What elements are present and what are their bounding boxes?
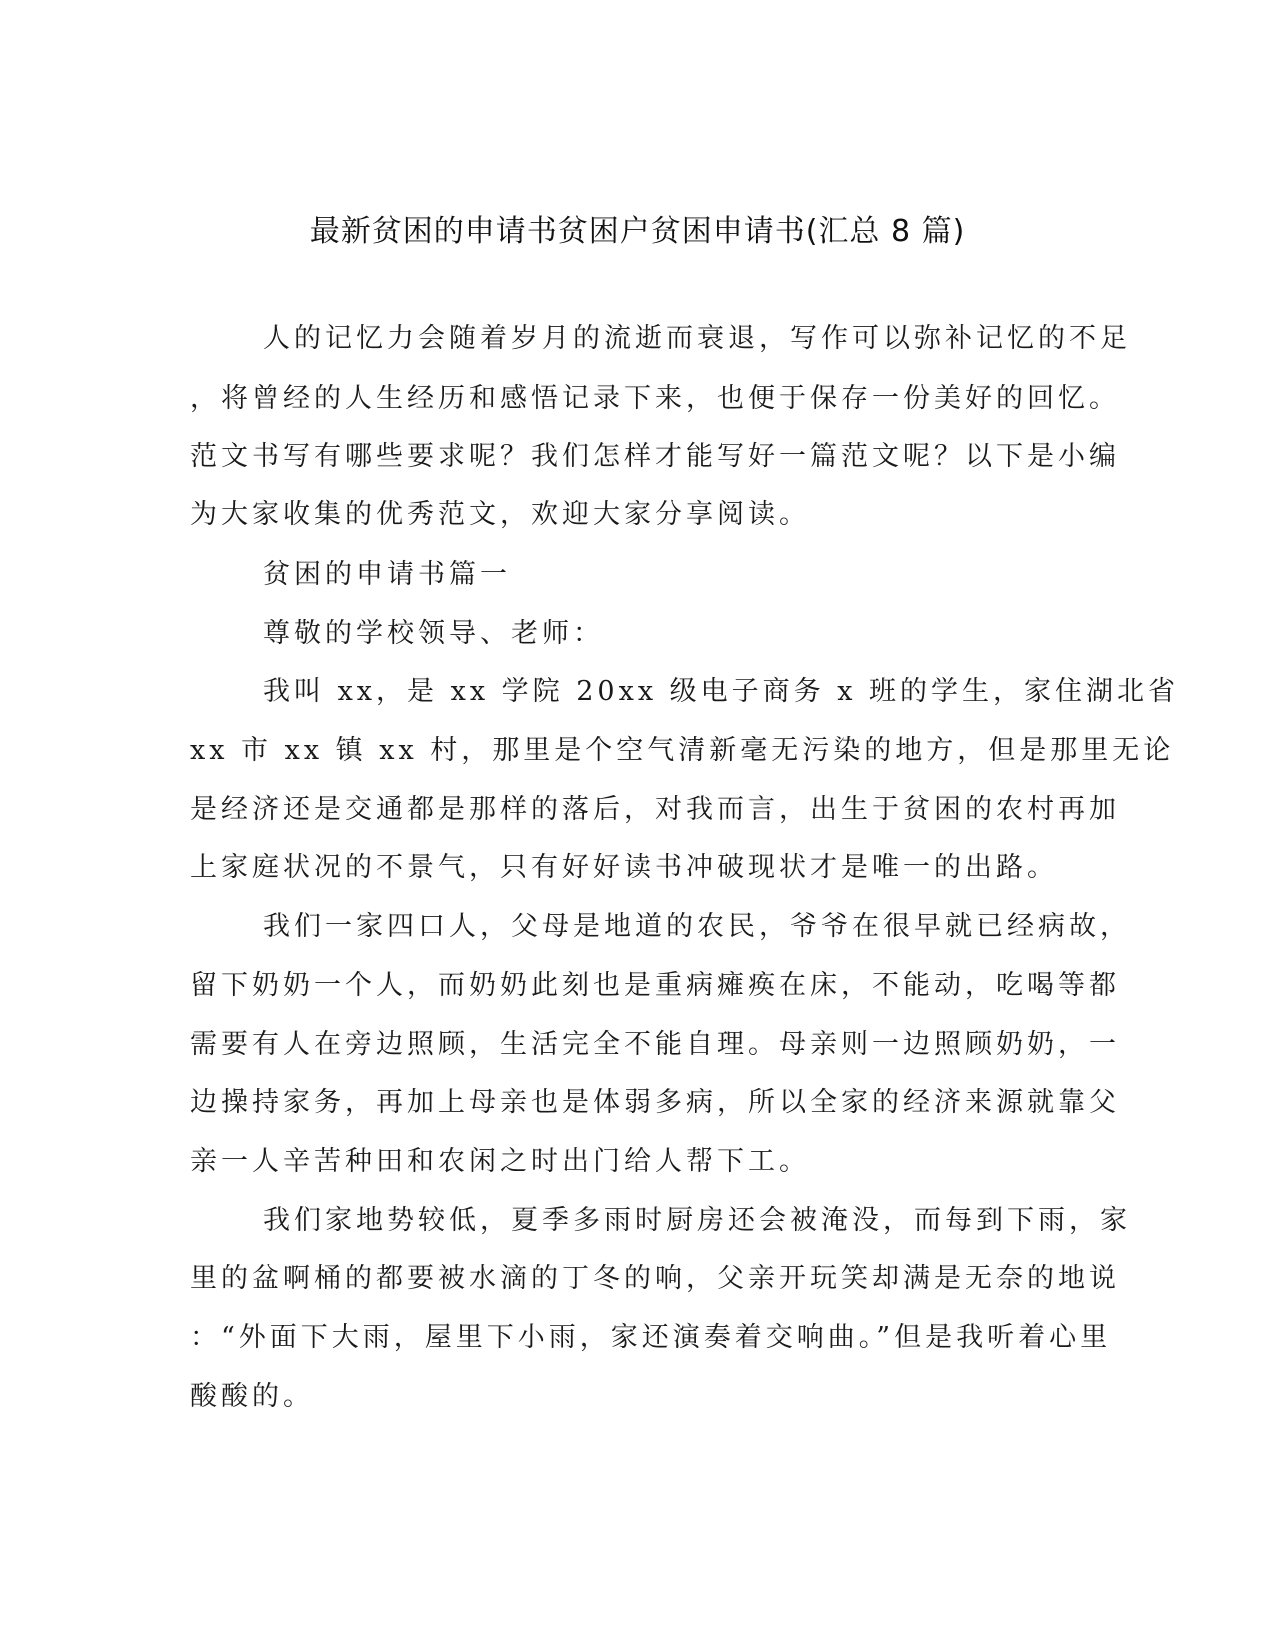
paragraph-line: 上家庭状况的不景气，只有好好读书冲破现状才是唯一的出路。 xyxy=(190,852,1058,883)
paragraph-line: 我叫 xx，是 xx 学院 20xx 级电子商务 x 班的学生，家住湖北省 xyxy=(263,676,1180,707)
paragraph-line: xx 市 xx 镇 xx 村，那里是个空气清新毫无污染的地方，但是那里无论 xyxy=(190,735,1175,766)
section-heading: 贫困的申请书篇一 xyxy=(263,559,511,590)
paragraph-line: 里的盆啊桶的都要被水滴的丁冬的响，父亲开玩笑却满是无奈的地说 xyxy=(190,1263,1120,1294)
paragraph-line: 我们家地势较低，夏季多雨时厨房还会被淹没，而每到下雨，家 xyxy=(263,1205,1131,1236)
paragraph-line: 需要有人在旁边照顾，生活完全不能自理。母亲则一边照顾奶奶，一 xyxy=(190,1029,1120,1060)
paragraph-line: 留下奶奶一个人，而奶奶此刻也是重病瘫痪在床，不能动，吃喝等都 xyxy=(190,970,1120,1001)
document-title: 最新贫困的申请书贫困户贫困申请书(汇总 8 篇) xyxy=(309,214,966,249)
paragraph-line: 为大家收集的优秀范文，欢迎大家分享阅读。 xyxy=(190,499,810,530)
paragraph-line: 亲一人辛苦种田和农闲之时出门给人帮下工。 xyxy=(190,1146,810,1177)
paragraph-line: ，将曾经的人生经历和感悟记录下来，也便于保存一份美好的回忆。 xyxy=(190,383,1120,414)
paragraph-line: ：“外面下大雨，屋里下小雨，家还演奏着交响曲。”但是我听着心里 xyxy=(190,1322,1112,1353)
paragraph-line: 酸酸的。 xyxy=(190,1381,314,1412)
paragraph-line: 边操持家务，再加上母亲也是体弱多病，所以全家的经济来源就靠父 xyxy=(190,1087,1120,1118)
paragraph-line: 是经济还是交通都是那样的落后，对我而言，出生于贫困的农村再加 xyxy=(190,794,1120,825)
paragraph-line: 范文书写有哪些要求呢？我们怎样才能写好一篇范文呢？以下是小编 xyxy=(190,441,1120,472)
paragraph-line: 我们一家四口人，父母是地道的农民，爷爷在很早就已经病故， xyxy=(263,911,1131,942)
paragraph-line: 人的记忆力会随着岁月的流逝而衰退，写作可以弥补记忆的不足 xyxy=(263,323,1131,354)
salutation: 尊敬的学校领导、老师： xyxy=(263,618,604,649)
